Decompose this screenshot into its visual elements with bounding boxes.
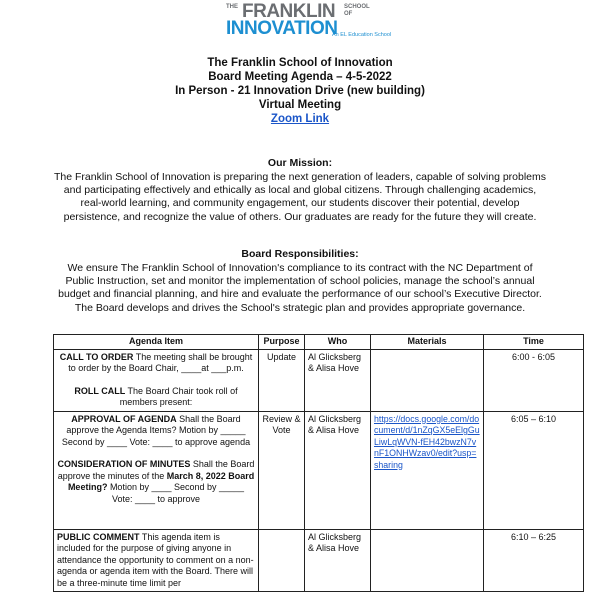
responsibilities-line: Public Instruction, set and monitor the implementation of school policies, manage the school’s annual [65,275,535,288]
school-name: The Franklin School of Innovation [207,57,393,69]
time-cell: 6:10 – 6:25 [484,529,584,592]
purpose-cell [259,529,305,592]
col-header-agenda-item: Agenda Item [54,335,259,350]
meeting-location: In Person - 21 Innovation Drive (new building) [175,85,425,97]
purpose-cell: Review & Vote [259,411,305,529]
item-meeting-date: March 8, 2022 Board Meeting? [67,470,255,492]
item-heading-call-to-order: CALL TO ORDER [59,351,134,362]
purpose-cell: Update [259,349,305,411]
materials-cell [371,411,484,529]
who-cell: Al Glicksberg & Alisa Hove [305,411,371,529]
responsibilities-title: Board Responsibilities: [241,248,359,260]
time-cell: 6:00 - 6:05 [484,349,584,411]
responsibilities-line: budget and financial planning, and hire and evaluate the performance of our school’s Executive Director. [58,288,542,301]
item-text: Motion by ____ Second by _____ Vote: ____ to approve [107,482,245,504]
item-heading-approval-of-agenda: APPROVAL OF AGENDA [71,413,177,424]
mission-text [40,171,560,224]
virtual-meeting-label: Virtual Meeting [258,99,342,111]
table-row [54,411,584,529]
agenda-item-cell [54,411,259,529]
minutes-document-link[interactable]: https://docs.google.com/document/d/1nZqGX5eElgGuLiwLqWVN-fEH42bwzN7vnF1ONHWzav0/edit?usp=sharing [374,413,480,470]
item-text: The Board Chair took roll of members present: [119,385,238,407]
item-heading-consideration-of-minutes: CONSIDERATION OF MINUTES [57,459,191,469]
agenda-item-cell [54,349,259,411]
table-header-row [54,335,584,350]
time-cell: 6:05 – 6:10 [484,411,584,529]
col-header-materials: Materials [371,335,484,350]
responsibilities-line: The Board develops and drives the School's strategic plan and provides appropriate governance. [74,301,526,314]
logo-the: THE [226,4,238,10]
mission-line: The Franklin School of Innovation is preparing the next generation of leaders, capable of solving problems [53,171,547,183]
who-cell: Al Glicksberg & Alisa Hove [305,529,371,592]
responsibilities-line: We ensure The Franklin School of Innovation's compliance to its contract with the NC Department of [67,262,533,274]
item-heading-public-comment: PUBLIC COMMENT [57,531,140,542]
table-row [54,349,584,411]
mission-title: Our Mission: [267,157,333,169]
logo-innovation: INNOVATION [226,18,338,39]
col-header-who: Who [305,335,371,350]
logo-franklin: FRANKLIN [242,1,336,22]
item-heading-roll-call: ROLL CALL [74,385,126,396]
who-cell: Al Glicksberg & Alisa Hove [305,349,371,411]
mission-line: real-world learning, and community engagement, our students discover their potential, develop [80,197,520,210]
zoom-link[interactable]: Zoom Link [270,113,330,125]
logo-tagline: An EL Education School [332,32,392,38]
mission-line: persistence, and recognize the value of others. Our graduates are ready for the future they will create. [63,210,537,223]
materials-cell [371,349,484,411]
school-logo [222,0,392,40]
mission-line: and participating effectively and ethically as local and global citizens. Through challenging academics, [63,184,537,197]
logo-of: OF [344,11,353,17]
agenda-item-cell [54,529,259,592]
item-text: Shall the Board approve the minutes of the [57,459,255,481]
responsibilities-text [40,262,560,315]
materials-cell [371,529,484,592]
meeting-header [0,56,600,126]
item-text: This agenda item is included for the purpose of giving anyone in attendance the opportunity to comment on a non-agenda or agenda item with the Board. There will be a three-minute time limit per [57,531,254,588]
table-row [54,529,584,592]
logo-school: SCHOOL [344,4,370,10]
col-header-time: Time [484,335,584,350]
item-text: The meeting shall be brought to order by the Board Chair, ____at ___p.m. [68,351,253,373]
agenda-title: Board Meeting Agenda – 4-5-2022 [208,71,392,83]
item-text: Shall the Board approve the Agenda Items? Motion by _____ Second by ____ Vote: ____ to approve agenda [61,413,251,447]
agenda-table [53,334,584,592]
col-header-purpose: Purpose [259,335,305,350]
